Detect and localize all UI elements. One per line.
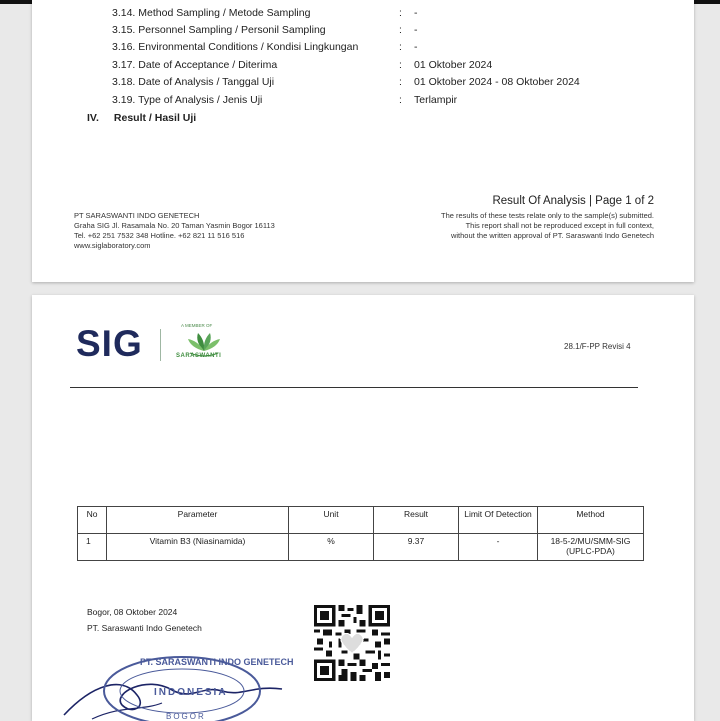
stamp-text-top: PT. SARASWANTI INDO GENETECH bbox=[140, 657, 294, 667]
section-heading bbox=[87, 112, 196, 124]
cell-no: 1 bbox=[78, 534, 107, 561]
company-website: www.siglaboratory.com bbox=[74, 241, 151, 250]
info-row bbox=[32, 59, 694, 76]
document-code: 28.1/F-PP Revisi 4 bbox=[564, 342, 631, 351]
cell-method: 18-5-2/MU/SMM-SIG (UPLC-PDA) bbox=[538, 534, 644, 561]
qr-code-icon bbox=[314, 605, 390, 681]
signing-company: PT. Saraswanti Indo Genetech bbox=[87, 623, 202, 633]
section-number: IV. bbox=[87, 112, 99, 124]
info-value: - bbox=[414, 7, 418, 19]
disclaimer bbox=[441, 211, 654, 241]
info-colon: : bbox=[399, 94, 402, 106]
info-value: 01 Oktober 2024 - 08 Oktober 2024 bbox=[414, 76, 580, 88]
info-label: 3.16. Environmental Conditions / Kondisi Lingkungan bbox=[112, 41, 359, 53]
place-date: Bogor, 08 Oktober 2024 bbox=[87, 607, 178, 617]
info-label: 3.15. Personnel Sampling / Personil Sampling bbox=[112, 24, 326, 36]
section-title: Result / Hasil Uji bbox=[113, 112, 197, 124]
sig-logo: SIG bbox=[76, 323, 143, 364]
info-row bbox=[32, 7, 694, 24]
info-row bbox=[32, 94, 694, 111]
cell-unit: % bbox=[289, 534, 374, 561]
info-row bbox=[32, 41, 694, 58]
info-label: 3.19. Type of Analysis / Jenis Uji bbox=[112, 94, 263, 106]
col-lod: Limit Of Detection bbox=[459, 507, 538, 534]
header-rule bbox=[70, 387, 638, 388]
report-page-1 bbox=[32, 0, 694, 282]
table-header-row bbox=[78, 507, 644, 534]
info-colon: : bbox=[399, 59, 402, 71]
logo-divider bbox=[160, 329, 161, 361]
col-result: Result bbox=[374, 507, 459, 534]
col-no: No bbox=[78, 507, 107, 534]
info-value: 01 Oktober 2024 bbox=[414, 59, 493, 71]
info-colon: : bbox=[399, 41, 402, 53]
info-colon: : bbox=[399, 76, 402, 88]
info-row bbox=[32, 24, 694, 41]
cell-parameter: Vitamin B3 (Niasinamida) bbox=[107, 534, 289, 561]
saraswanti-leaf-icon bbox=[174, 325, 234, 365]
disclaimer-line: The results of these tests relate only to the sample(s) submitted. bbox=[440, 211, 654, 220]
company-address-block bbox=[74, 211, 275, 251]
info-value: Terlampir bbox=[414, 94, 458, 106]
company-phone: Tel. +62 251 7532 348 Hotline. +62 821 11 516 516 bbox=[74, 231, 245, 240]
stamp-text-bottom: BOGOR bbox=[166, 712, 206, 721]
info-colon: : bbox=[399, 24, 402, 36]
stamp-text-mid: INDONESIA bbox=[154, 687, 228, 698]
report-page-2 bbox=[32, 295, 694, 721]
company-address: Graha SIG Jl. Rasamala No. 20 Taman Yasmin Bogor 16113 bbox=[74, 221, 275, 230]
disclaimer-line: without the written approval of PT. Saraswanti Indo Genetech bbox=[450, 231, 654, 240]
col-method: Method bbox=[538, 507, 644, 534]
info-value: - bbox=[414, 41, 418, 53]
page-footer-right bbox=[441, 195, 654, 241]
company-stamp-icon bbox=[92, 647, 294, 721]
info-label: 3.17. Date of Acceptance / Diterima bbox=[112, 59, 278, 71]
info-row bbox=[32, 76, 694, 93]
results-table bbox=[77, 506, 644, 561]
info-label: 3.18. Date of Analysis / Tanggal Uji bbox=[112, 76, 275, 88]
disclaimer-line: This report shall not be reproduced except in full context, bbox=[465, 221, 654, 230]
col-parameter: Parameter bbox=[107, 507, 289, 534]
company-name: PT SARASWANTI INDO GENETECH bbox=[74, 211, 200, 220]
info-value: - bbox=[414, 24, 418, 36]
brand-tagline: A MEMBER OF bbox=[181, 323, 213, 328]
info-colon: : bbox=[399, 7, 402, 19]
col-unit: Unit bbox=[289, 507, 374, 534]
cell-lod: - bbox=[459, 534, 538, 561]
cell-result: 9.37 bbox=[374, 534, 459, 561]
table-row bbox=[78, 534, 644, 561]
info-label: 3.14. Method Sampling / Metode Sampling bbox=[112, 7, 311, 19]
page-indicator: Result Of Analysis | Page 1 of 2 bbox=[492, 195, 654, 207]
brand-name: SARASWANTI bbox=[176, 353, 222, 359]
